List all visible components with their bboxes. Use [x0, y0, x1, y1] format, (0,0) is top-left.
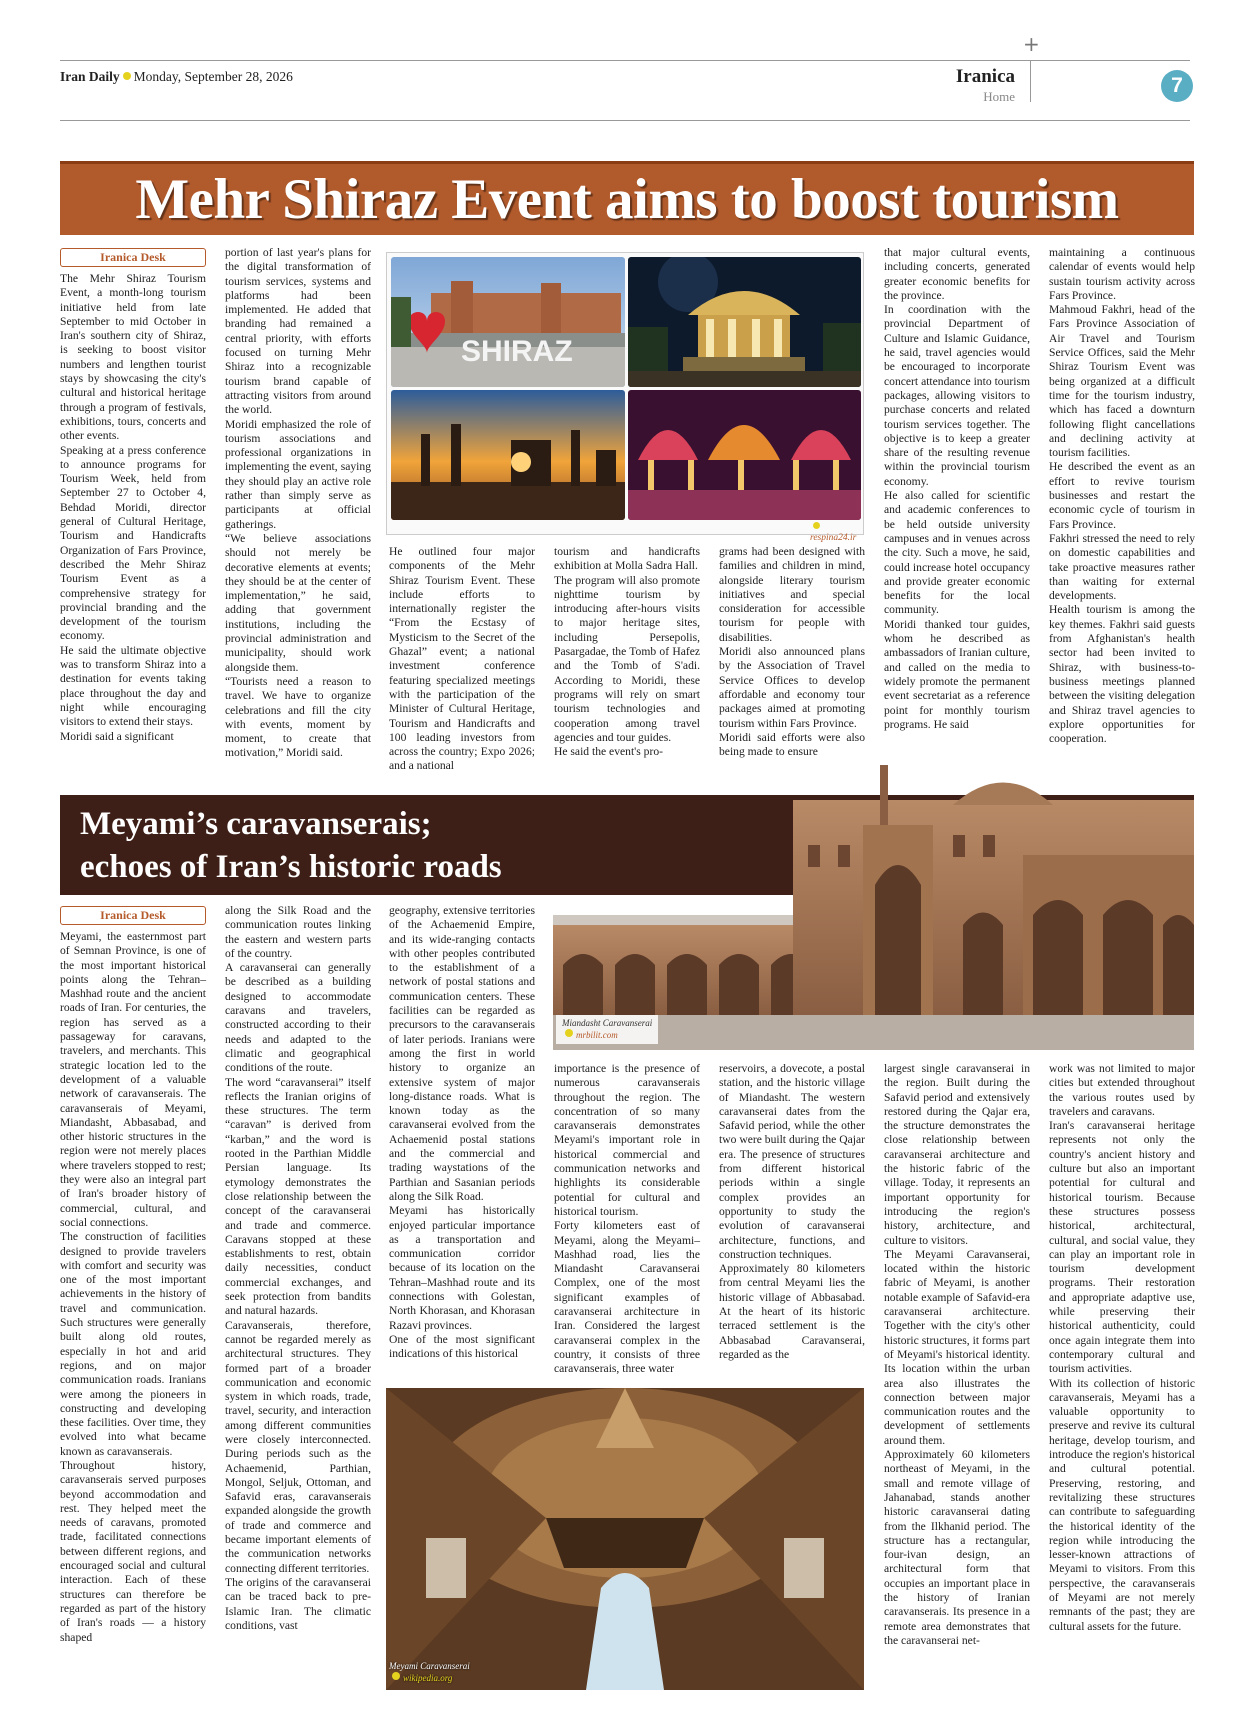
article2-col3	[389, 904, 535, 1362]
paragraph: tourism and handicrafts exhibition at Molla Sadra Hall.	[554, 545, 700, 573]
masthead-right	[875, 66, 1015, 105]
paragraph: grams had been designed with families and children in mind, alongside literary tourism initiatives and special consideration for accessible tourism for people with disabilities.	[719, 545, 865, 644]
section-name: Iranica	[955, 66, 1015, 87]
hero-caption	[556, 1015, 658, 1044]
article2-col3-text	[389, 904, 535, 1362]
paragraph: Meyami, the easternmost part of Semnan Province, is one of the most important historical points along the Tehran–Mashhad route and the ancient roads of Iran. For centuries, the region has served as a passageway for caravans, travelers, and merchants. This strategic location led to the development of a valuable network of caravanserais. The caravanserais of Meyami, Miandasht, Abbasabad, and other historic structures in the region were not merely places where travelers stopped to rest; they were also an integral part of Iran's broader history of commercial, cultural, and social connections.	[60, 930, 206, 1229]
article2-col5-text	[719, 1062, 865, 1362]
tomb-of-hafez-photo	[628, 257, 861, 387]
dot-icon	[123, 72, 131, 80]
article2-col6-text	[884, 1062, 1030, 1648]
paragraph: Moridi emphasized the role of tourism associations and professional organizations in implementing the event, saying they should play an active role rather than simply serve as participants at official gatherings.	[225, 417, 371, 531]
article2-desk-label: Iranica Desk	[60, 906, 206, 925]
article2-headline-line1: Meyami’s caravanserais;	[80, 806, 432, 842]
bottom-caption-text: Meyami Caravanserai	[389, 1661, 470, 1671]
paragraph: along the Silk Road and the communication routes linking the eastern and western parts of the country.	[225, 904, 371, 960]
paragraph: “Tourists need a reason to travel. We have to organize celebrations and fill the city with events, moment by moment, to create that motivation,” Moridi said.	[225, 674, 371, 760]
masthead-divider	[1030, 60, 1031, 102]
article1-col7	[1049, 246, 1195, 746]
paragraph: Caravanserais, therefore, cannot be regarded merely as architectural structures. They formed part of a broader communication and economic system in which roads, trade, travel, security, and interaction among different communities were closely interconnected. During periods such as the Achaemenid, Parthian, Mongol, Seljuk, Ottoman, and Safavid eras, caravanserais expanded alongside the growth of trade and commerce and became important elements of the communication networks connecting different territories.	[225, 1318, 371, 1575]
paragraph: The construction of facilities designed to provide travelers with comfort and security was one of the most important achievements in the history of travel and communication. Such structures were generally built along old routes, especially in hot and arid regions, and on major communication roads. Iranians were among the pioneers in constructing and developing these facilities. Over time, they evolved into what became known as caravanserais.	[60, 1230, 206, 1458]
article2-col5	[719, 1062, 865, 1362]
paragraph: Moridi thanked tour guides, whom he described as ambassadors of Iranian culture, and called on the media to widely promote the permanent event secretariat as a reference point for monthly tourism programs. He said	[884, 617, 1030, 731]
paragraph: Iran's caravanserai heritage represents not only the country's ancient history and culture but also an important potential for cultural and historical tourism. Because these structures possess historical, architectural, cultural, and social value, they can play an important role in tourism development programs. Their restoration and appropriate adaptive use, while preserving their historical authenticity, could once again integrate them into contemporary cultural and tourism activities.	[1049, 1119, 1195, 1376]
paragraph: Speaking at a press conference to announce programs for Tourism Week, held from September 27 to October 4, Behdad Moridi, director general of Cultural Heritage, Tourism and Handicrafts Organization of Fars Province, described the Mehr Shiraz Tourism Event as a comprehensive strategy for provincial branding and the development of the tourism economy.	[60, 443, 206, 643]
shiraz-photo-collage	[386, 252, 864, 543]
hero-credit-text: mrbilit.com	[576, 1030, 618, 1040]
dot-icon	[392, 1672, 400, 1680]
miandasht-caravanserai-photo	[553, 765, 1194, 1050]
karim-khan-citadel-photo	[391, 257, 625, 387]
paragraph: Health tourism is among the key themes. Fakhri said guests from Afghanistan's health sector had been invited to Shiraz, with business-to-business meetings planned between the visiting delegation and Shiraz travel agencies to explore opportunities for cooperation.	[1049, 603, 1195, 746]
article1-photo-credit	[810, 522, 863, 543]
paragraph: The word “caravanserai” itself reflects the Iranian origins of these structures. The term “caravan” is derived from “karban,” and the word is rooted in the Parthian Middle Persian language. Its etymology demonstrates the close relationship between the concept of the caravanserai and trade and commerce. Caravans stopped at these establishments to rest, obtain daily necessities, conduct commercial exchanges, and seek protection from bandits and natural hazards.	[225, 1075, 371, 1318]
persepolis-photo	[391, 390, 625, 520]
article1-photo-credit-text: respina24.ir	[810, 533, 857, 543]
paragraph: A caravanserai can generally be described as a building designed to accommodate caravans and travelers, constructed according to their needs and adapted to the climatic and geographical conditions of the route.	[225, 961, 371, 1075]
article1-col5	[719, 545, 865, 759]
paragraph: importance is the presence of numerous caravanserais throughout the region. The concentration of so many caravanserais demonstrates Meyami's important role in historical commercial and communication networks and highlights its considerable potential for cultural and historical tourism.	[554, 1062, 700, 1218]
article1-col7-text	[1049, 246, 1195, 746]
paragraph: Mahmoud Fakhri, head of the Fars Province Association of Air Travel and Tourism Service Offices, said the Mehr Shiraz Tourism Event was being organized at a difficult time for the tourism industry, which has faced a downturn following flight cancellations and declining activity at tourism facilities.	[1049, 303, 1195, 460]
article2-headline	[80, 803, 502, 889]
article1-col1-text	[60, 272, 206, 744]
paper-name: Iran Daily	[60, 69, 120, 84]
article1-desk-label: Iranica Desk	[60, 248, 206, 267]
article2-col4-text	[554, 1062, 700, 1377]
paragraph: largest single caravanserai in the region. Built during the Safavid period and extensively restored during the Qajar era, the structure demonstrates the close relationship between caravanserai architecture and the historic fabric of the village. Today, it represents an important opportunity for introducing the region's history, architecture, and culture to visitors.	[884, 1062, 1030, 1247]
page-number-badge: 7	[1161, 70, 1193, 102]
article2-col6	[884, 1062, 1030, 1648]
nasir-ol-molk-mosque-photo	[628, 390, 861, 520]
paragraph: He outlined four major components of the Mehr Shiraz Tourism Event. These include efforts to internationally register the “From the Ecstasy of Mysticism to the Secret of the Ghazal” event; a national investment conference featuring specialized meetings with the participation of the Minister of Cultural Heritage, Tourism and Handicrafts and 100 leading investors from across the country; Expo 2026; and a national	[389, 545, 535, 773]
issue-date: Monday, September 28, 2026	[133, 69, 293, 84]
article1-col4-text	[554, 545, 700, 759]
paragraph: Approximately 80 kilometers from central Meyami lies the historic village of Abbasabad. At the heart of its historic terraced settlement is the Abbasabad Caravanserai, regarded as the	[719, 1262, 865, 1361]
article2-headline-line2: echoes of Iran’s historic roads	[80, 849, 502, 885]
article2-col4	[554, 1062, 700, 1377]
dot-icon	[565, 1029, 573, 1037]
paragraph: geography, extensive territories of the Achaemenid Empire, and its wide-ranging contacts with other peoples contributed to the establishment of a network of postal stations and communication centers. These facilities can be regarded as precursors to the caravanserais of later periods. Iranians were among the first in world history to organize an extensive system of major long-distance roads. What is known today as the caravanserai evolved from the Achaemenid postal stations and the commercial and trading waystations of the Parthian and Sasanian periods along the Silk Road.	[389, 904, 535, 1203]
article1-headline: Mehr Shiraz Event aims to boost tourism	[135, 168, 1119, 231]
paragraph: One of the most significant indications of this historical	[389, 1332, 535, 1361]
article1-col6-text	[884, 246, 1030, 732]
svg-text:SHIRAZ: SHIRAZ	[461, 335, 573, 368]
article1-col2	[225, 246, 371, 761]
plus-mark-icon: +	[1023, 32, 1040, 56]
article2-col2-text	[225, 904, 371, 1633]
article1-banner	[60, 161, 1194, 235]
paragraph: that major cultural events, including concerts, generated greater economic benefits for the province.	[884, 246, 1030, 302]
paragraph: He said the ultimate objective was to transform Shiraz into a destination for events taking place throughout the day and night while encouraging visitors to extend their stays.	[60, 643, 206, 729]
paragraph: Throughout history, caravanserais served purposes beyond accommodation and rest. They helped meet the needs of caravans, promoted trade, facilitated connections between different regions, and encouraged social and cultural interaction. Each of these structures can therefore be regarded as part of the history of Iran's roads — a history shaped	[60, 1458, 206, 1644]
article2-col2	[225, 904, 371, 1633]
bottom-credit-text: wikipedia.org	[403, 1673, 453, 1683]
article1-col2-text	[225, 246, 371, 761]
article2-col7-text	[1049, 1062, 1195, 1634]
paragraph: Fakhri stressed the need to rely on domestic capabilities and take proactive measures rather than waiting for external developments.	[1049, 531, 1195, 603]
paragraph: The Mehr Shiraz Tourism Event, a month-long tourism initiative held from late September to mid October in Iran's southern city of Shiraz, is seeking to boost visitor numbers and lengthen tourist stays by showcasing the city's cultural and historical heritage through a program of festivals, exhibitions, tours, concerts and other events.	[60, 272, 206, 443]
paragraph: maintaining a continuous calendar of events would help sustain tourism activity across Fars Province.	[1049, 246, 1195, 302]
paragraph: The Meyami Caravanserai, located within the historic fabric of Meyami, is another notable example of Safavid-era caravanserai architecture. Together with the city's other historic structures, it forms part of Meyami's historical identity. Its location within the urban area also illustrates the connection between major communication routes and the development of settlements around them.	[884, 1247, 1030, 1447]
paragraph: Moridi also announced plans by the Association of Travel Service Offices to develop affordable and economy tour packages aimed at promoting tourism within Fars Province.	[719, 645, 865, 730]
article2-col1-text	[60, 930, 206, 1645]
dot-icon	[813, 522, 820, 529]
paragraph: He also called for scientific and academic conferences to be held outside university campuses and in venues across the city. Such a move, he said, could increase hotel occupancy and provide greater economic benefits for the local community.	[884, 489, 1030, 617]
paragraph: portion of last year's plans for the digital transformation of tourism services, systems and platforms had been implemented. He added that branding had remained a central priority, with efforts focused on turning Mehr Shiraz into a recognizable tourism brand capable of attracting visitors from around the world.	[225, 246, 371, 417]
paragraph: Moridi said efforts were also being made to ensure	[719, 730, 865, 759]
article1-col3	[389, 545, 535, 774]
masthead-left	[60, 69, 293, 85]
paragraph: “We believe associations should not merely be decorative elements at events; they should be at the center of implementation,” he said, adding that government institutions, including the provincial administration and municipality, should work alongside them.	[225, 531, 371, 674]
paragraph: He described the event as an effort to revive tourism businesses and restart the economic cycle of tourism in Fars Province.	[1049, 460, 1195, 531]
paragraph: The origins of the caravanserai can be traced back to pre-Islamic Iran. The climatic conditions, vast	[225, 1575, 371, 1632]
article2-col1	[60, 906, 206, 1645]
paragraph: Approximately 60 kilometers northeast of Meyami, in the small and remote village of Jahanabad, stands another historic caravanserai dating from the Ilkhanid period. The structure has a rectangular, four-ivan design, an architectural form that occupies an important place in the history of Iranian caravanserais. Its presence in a remote area demonstrates that the caravanserai net-	[884, 1448, 1030, 1647]
masthead-bottom-rule	[60, 120, 1190, 121]
article1-col3-text	[389, 545, 535, 774]
article1-col6	[884, 246, 1030, 732]
paragraph: In coordination with the provincial Department of Culture and Islamic Guidance, he said, travel agencies would be encouraged to incorporate concert attendance into tourism packages, allowing visitors to purchase concerts and related tourism services together. The objective is to keep a greater share of the resulting revenue within the provincial tourism economy.	[884, 303, 1030, 488]
paragraph: work was not limited to major cities but extended throughout the various routes used by travelers and caravans.	[1049, 1062, 1195, 1118]
subsection-name: Home	[983, 89, 1015, 104]
paragraph: Meyami has historically enjoyed particular importance as a transportation and communication corridor because of its location on the Tehran–Mashhad route and its connections with Golestan, North Khorasan, and Khorasan Razavi provinces.	[389, 1204, 535, 1332]
paragraph: reservoirs, a dovecote, a postal station, and the historic village of Miandasht. The western caravanserai dates from the Safavid period, while the other two were built during the Qajar era. The presence of structures from different historical periods within a single complex provides an opportunity to study the evolution of caravanserai architecture, functions, and construction techniques.	[719, 1062, 865, 1261]
article2-col7	[1049, 1062, 1195, 1634]
hero-credit	[562, 1029, 652, 1041]
bottom-credit	[389, 1672, 470, 1684]
paragraph: Moridi said a significant	[60, 729, 174, 743]
paragraph: With its collection of historic caravanserais, Meyami has a valuable opportunity to preserve and revive its cultural heritage, develop tourism, and introduce the region's historical and cultural potential. Preserving, restoring, and revitalizing these structures can contribute to safeguarding the historical identity of the region while introducing the lesser-known attractions of Meyami to visitors. From this perspective, the caravanserais of Meyami are not merely remnants of the past; they are cultural assets for the future.	[1049, 1376, 1196, 1633]
article1-col4	[554, 545, 700, 759]
meyami-caravanserai-interior-photo	[386, 1388, 864, 1690]
hero-caption-text: Miandasht Caravanserai	[562, 1018, 653, 1028]
bottom-photo-caption	[389, 1660, 470, 1684]
paragraph: He said the event's pro-	[554, 745, 663, 759]
masthead-top-rule	[60, 60, 1190, 61]
paragraph: Forty kilometers east of Meyami, along the Meyami–Mashhad road, lies the Miandasht Caravanserai Complex, one of the most significant examples of caravanserai architecture in Iran. Considered the largest caravanserai complex in the country, it consists of three caravanserais, three water	[554, 1219, 700, 1376]
paragraph: The program will also promote nighttime tourism by introducing after-hours visits to major heritage sites, including Persepolis, Pasargadae, the Tomb of Hafez and the Tomb of S'adi. According to Moridi, these programs will rely on smart tourism technologies and cooperation among travel agencies and tour guides.	[554, 573, 700, 744]
article1-col5-text	[719, 545, 865, 759]
article1-col1	[60, 248, 206, 744]
